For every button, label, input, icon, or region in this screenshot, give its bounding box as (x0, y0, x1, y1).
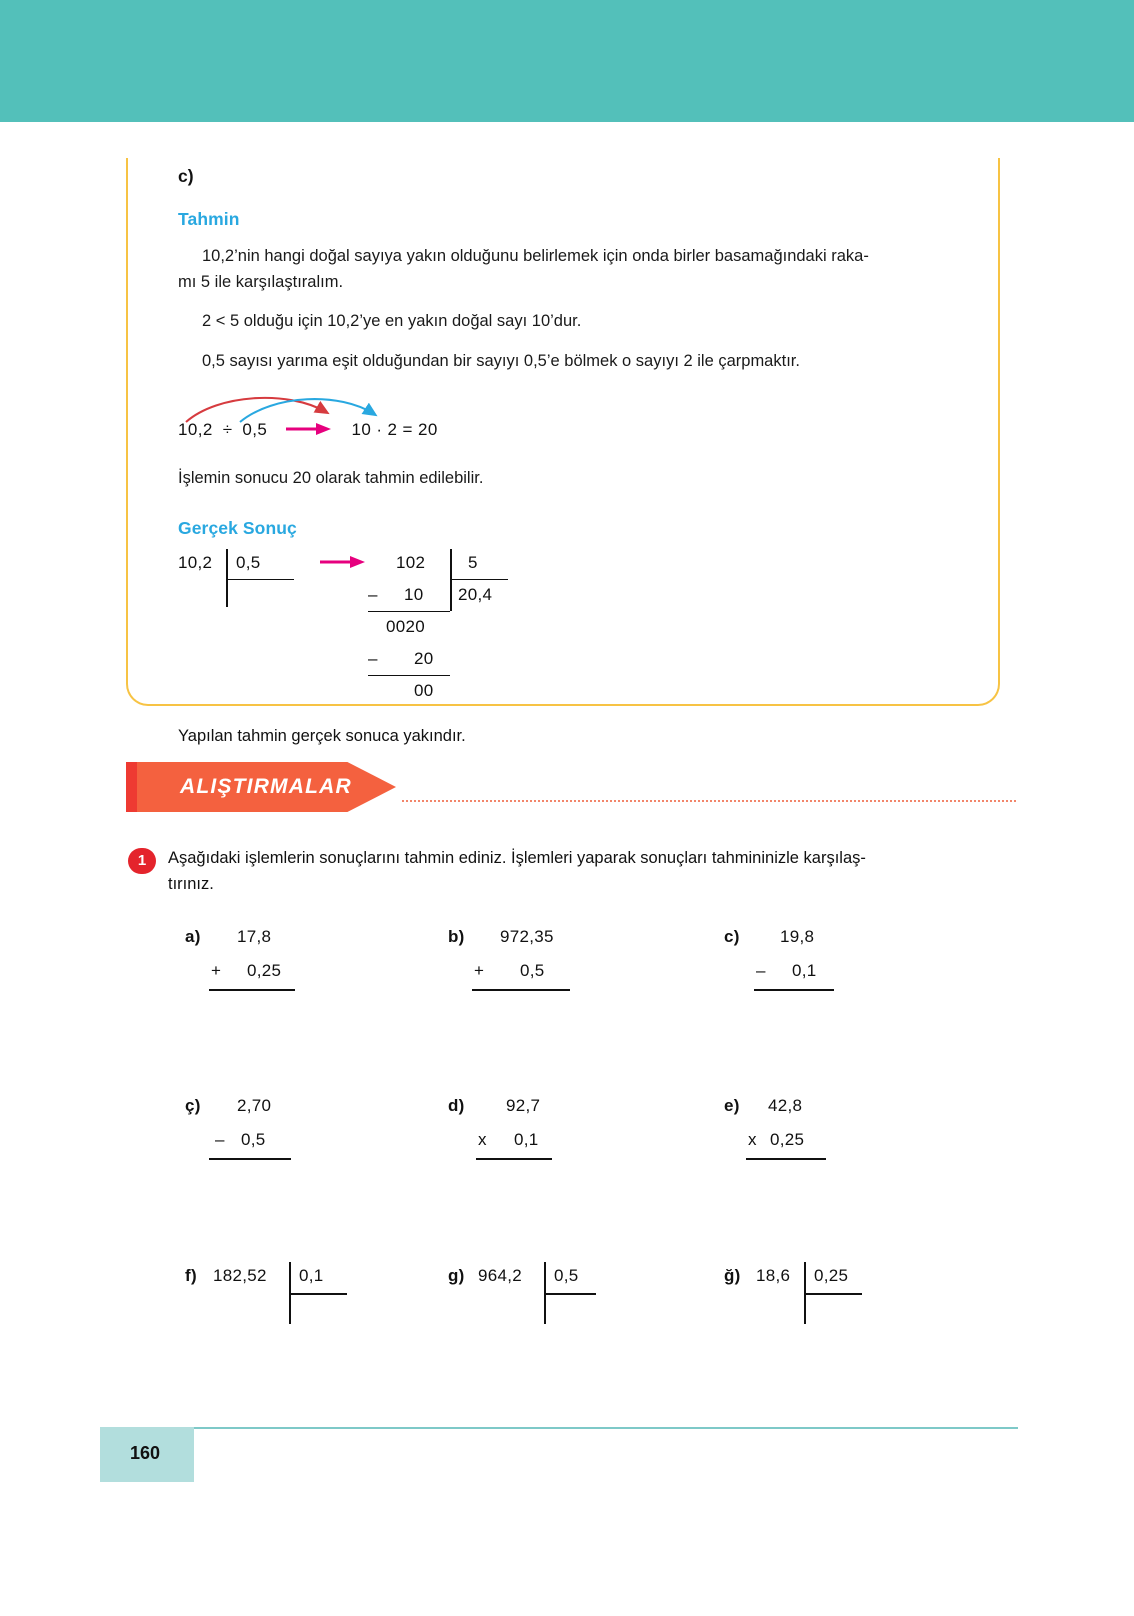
problem-c-top-number: 19,8 (780, 927, 815, 946)
problem-f-label: f) (185, 1266, 197, 1285)
estimate-paragraph-2: 2 < 5 olduğu için 10,2’ye en yakın doğal sayı 10’dur. (202, 312, 582, 331)
left-division-vline (226, 549, 228, 607)
division-step-3-value: 20 (414, 648, 434, 668)
problem-c (724, 927, 904, 997)
worked-example-content (178, 166, 978, 746)
problem-g-dividend: 964,2 (478, 1266, 523, 1285)
estimate-paragraph-1-line-1: 10,2’nin hangi doğal sayıya yakın olduğunu belirlemek için onda birler basamağındaki raka- (202, 247, 869, 265)
problem-e (724, 1096, 904, 1166)
division-step-1-rule (368, 611, 450, 613)
problem-c-cedilla-rule (209, 1158, 291, 1160)
division-step-3-minus: – (368, 648, 378, 668)
problem-f-divisor: 0,1 (299, 1266, 324, 1285)
exercises-banner (126, 762, 1016, 818)
page-number: 160 (130, 1443, 161, 1463)
problem-g-divisor: 0,5 (554, 1266, 579, 1285)
problem-c-cedilla (185, 1096, 365, 1166)
problem-c-cedilla-label: ç) (185, 1096, 201, 1115)
problem-b-bottom-number: 0,5 (520, 961, 545, 980)
exercise-instruction-line-2: tırınız. (168, 875, 214, 894)
problem-g-breve (724, 1266, 914, 1336)
problem-c-cedilla-top-number: 2,70 (237, 1096, 272, 1115)
divide-sign: ÷ (222, 420, 233, 440)
actual-result-heading: Gerçek Sonuç (178, 517, 297, 538)
problem-b (448, 927, 628, 997)
exercises-banner-dotted-rule (402, 800, 1016, 802)
problem-a-operator: + (211, 961, 222, 980)
right-division-divisor: 5 (468, 552, 478, 572)
magenta-arrow-icon-2 (320, 555, 366, 574)
problem-a-top-number: 17,8 (237, 927, 272, 946)
exercise-number-badge: 1 (128, 848, 156, 874)
division-step-2-value: 0020 (386, 616, 426, 636)
problem-e-top-number: 42,8 (768, 1096, 803, 1115)
problem-e-label: e) (724, 1096, 740, 1115)
problem-g-breve-divisor: 0,25 (814, 1266, 849, 1285)
worked-example-closing-text: Yapılan tahmin gerçek sonuca yakındır. (178, 726, 466, 745)
problem-a (185, 927, 365, 997)
part-label-c: c) (178, 166, 194, 186)
problem-g-label: g) (448, 1266, 465, 1285)
problem-d-rule (476, 1158, 552, 1160)
problem-b-top-number: 972,35 (500, 927, 554, 946)
problem-b-label: b) (448, 927, 465, 946)
problem-f (185, 1266, 375, 1336)
exercise-instruction (168, 845, 1020, 898)
footer-rule (126, 1427, 1018, 1429)
estimate-right-operand: 0,5 (242, 420, 268, 440)
problem-c-cedilla-operator: – (215, 1130, 225, 1149)
estimate-paragraph-1 (178, 244, 978, 295)
problem-g-breve-dividend: 18,6 (756, 1266, 791, 1285)
estimate-paragraph-3: 0,5 sayısı yarıma eşit olduğundan bir sayıyı 0,5’e bölmek o sayıyı 2 ile çarpmaktır. (202, 351, 800, 370)
estimate-left-operand: 10,2 (178, 420, 213, 440)
problem-d-top-number: 92,7 (506, 1096, 541, 1115)
problem-g (448, 1266, 638, 1336)
left-division-dividend: 10,2 (178, 552, 213, 572)
problem-c-rule (754, 989, 834, 991)
division-step-3-rule (368, 675, 450, 677)
problem-e-operator: x (748, 1130, 757, 1149)
problem-e-bottom-number: 0,25 (770, 1130, 805, 1149)
estimate-result-expression: 10 · 2 = 20 (351, 420, 438, 440)
problem-b-rule (472, 989, 570, 991)
exercise-instruction-line-1: Aşağıdaki işlemlerin sonuçlarını tahmin ediniz. İşlemleri yaparak sonuçları tahmininizle karşılaş- (168, 849, 866, 867)
division-step-1-minus: – (368, 584, 378, 604)
problem-c-label: c) (724, 927, 740, 946)
problem-c-operator: – (756, 961, 766, 980)
estimate-expression-block (178, 388, 978, 462)
problem-g-breve-division-hline (804, 1293, 862, 1295)
right-division-dividend: 102 (396, 552, 426, 572)
division-step-4-value: 00 (414, 680, 434, 700)
problem-b-operator: + (474, 961, 485, 980)
problem-f-dividend: 182,52 (213, 1266, 267, 1285)
long-division-block (178, 553, 978, 721)
problem-d-operator: x (478, 1130, 487, 1149)
problem-a-label: a) (185, 927, 201, 946)
problem-e-rule (746, 1158, 826, 1160)
problem-d-bottom-number: 0,1 (514, 1130, 539, 1149)
left-division-divisor: 0,5 (236, 552, 261, 572)
blue-curved-arrow (240, 399, 374, 422)
problem-d-label: d) (448, 1096, 465, 1115)
problem-f-division-hline (289, 1293, 347, 1295)
estimate-paragraph-1-line-2: mı 5 ile karşılaştıralım. (178, 272, 344, 291)
red-curved-arrow (186, 398, 326, 422)
problem-c-bottom-number: 0,1 (792, 961, 817, 980)
problem-g-division-hline (544, 1293, 596, 1295)
problem-a-bottom-number: 0,25 (247, 961, 282, 980)
right-division-quotient: 20,4 (458, 584, 493, 604)
estimate-expression-line (178, 420, 438, 441)
estimate-conclusion: İşlemin sonucu 20 olarak tahmin edilebilir. (178, 469, 484, 488)
left-division-hline (226, 579, 294, 581)
exercises-banner-label: ALIŞTIRMALAR (180, 775, 352, 798)
page-header-band (0, 0, 1134, 122)
estimate-heading: Tahmin (178, 209, 240, 229)
division-step-1-value: 10 (404, 584, 424, 604)
right-division-divisor-hline (450, 579, 508, 581)
problem-g-breve-label: ğ) (724, 1266, 741, 1285)
magenta-arrow-icon (286, 421, 332, 441)
problem-d (448, 1096, 628, 1166)
problem-a-rule (209, 989, 295, 991)
problem-c-cedilla-bottom-number: 0,5 (241, 1130, 266, 1149)
